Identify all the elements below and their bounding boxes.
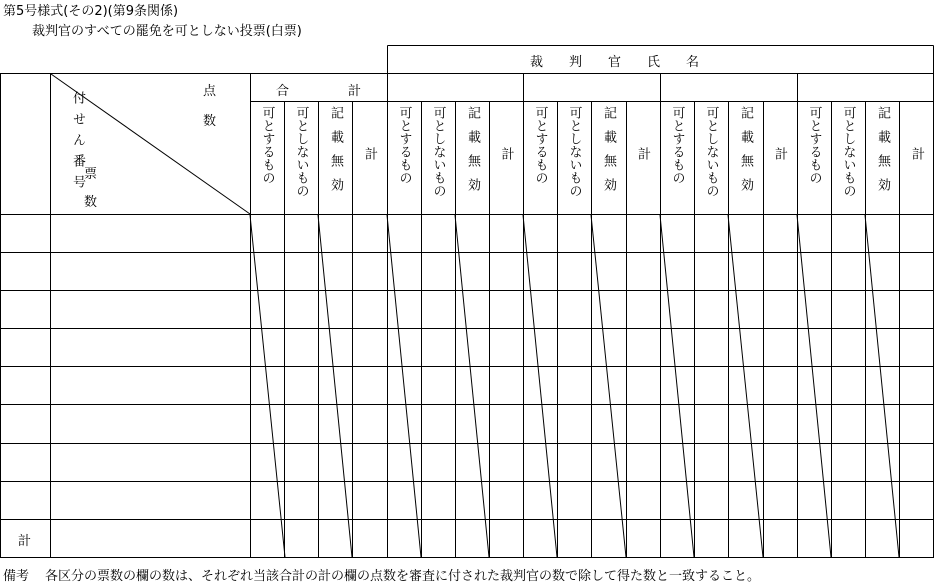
points-label-suu: 数 bbox=[203, 114, 217, 129]
kei-label: 計 bbox=[772, 147, 787, 160]
subheader-kisai-muko-1 bbox=[318, 106, 352, 202]
judge-names-header: 裁 判 官 氏 名 bbox=[530, 55, 700, 70]
kei-label: 計 bbox=[498, 147, 514, 160]
kato-suru-label: 可とするもの bbox=[259, 106, 275, 184]
kei-label: 計 bbox=[362, 147, 377, 160]
kato-shinai-label: 可としないもの bbox=[703, 106, 719, 197]
kato-shinai-label: 可としないもの bbox=[293, 106, 309, 197]
total-row-label: 計 bbox=[18, 534, 32, 549]
subheader-kei-2 bbox=[489, 147, 523, 160]
subheader-kisai-muko-5 bbox=[865, 106, 899, 202]
subheader-kisai-muko-3 bbox=[591, 106, 625, 202]
subheader-kei-5 bbox=[899, 147, 934, 160]
goukei-label-right: 計 bbox=[348, 84, 362, 99]
form-subtitle: 裁判官のすべての罷免を可としない投票(白票) bbox=[32, 24, 302, 39]
subheader-kei-4 bbox=[762, 147, 797, 160]
points-label-ten: 点 bbox=[203, 84, 217, 99]
form-title: 第5号様式(その2)(第9条関係) bbox=[3, 4, 179, 19]
subheader-kei-1 bbox=[352, 147, 387, 160]
subheader-kato-suru-4 bbox=[660, 106, 694, 184]
kato-shinai-label: 可としないもの bbox=[840, 106, 856, 197]
subheader-kato-suru-2 bbox=[387, 106, 421, 184]
subheader-kato-shinai-4 bbox=[694, 106, 728, 197]
kato-suru-label: 可とするもの bbox=[669, 106, 685, 184]
goukei-label-left: 合 bbox=[276, 84, 290, 99]
subheader-kisai-muko-4 bbox=[728, 106, 762, 202]
kisai-muko-label: 記載無効 bbox=[738, 106, 753, 202]
subheader-kato-suru-5 bbox=[797, 106, 831, 184]
note bbox=[3, 565, 760, 584]
subheader-kato-shinai-2 bbox=[421, 106, 455, 197]
note-text: 各区分の票数の欄の数は、それぞれ当該合計の計の欄の点数を審査に付された裁判官の数で除して得た数と一致すること。 bbox=[45, 569, 761, 584]
kei-label: 計 bbox=[909, 147, 924, 160]
subheader-kato-shinai-3 bbox=[557, 106, 591, 197]
kato-suru-label: 可とするもの bbox=[806, 106, 822, 184]
fusen-bangou-header bbox=[17, 91, 137, 196]
votes-label-hyou: 票 bbox=[84, 167, 98, 182]
kisai-muko-label: 記載無効 bbox=[875, 106, 890, 202]
note-label: 備考 bbox=[3, 569, 30, 584]
kato-suru-label: 可とするもの bbox=[532, 106, 548, 184]
kato-suru-label: 可とするもの bbox=[396, 106, 412, 184]
subheader-kato-shinai-1 bbox=[284, 106, 318, 197]
kato-shinai-label: 可としないもの bbox=[430, 106, 446, 197]
kisai-muko-label: 記載無効 bbox=[601, 106, 616, 202]
subheader-kato-suru-1 bbox=[250, 106, 284, 184]
kisai-muko-label: 記載無効 bbox=[328, 106, 343, 202]
kato-shinai-label: 可としないもの bbox=[566, 106, 582, 197]
subheader-kei-3 bbox=[625, 147, 660, 160]
fusen-bangou-label: 付せん番号 bbox=[70, 91, 85, 196]
votes-label-suu: 数 bbox=[84, 195, 98, 210]
subheader-kato-suru-3 bbox=[523, 106, 557, 184]
kei-label: 計 bbox=[635, 147, 650, 160]
subheader-kisai-muko-2 bbox=[455, 106, 489, 202]
kisai-muko-label: 記載無効 bbox=[465, 106, 480, 202]
subheader-kato-shinai-5 bbox=[831, 106, 865, 197]
